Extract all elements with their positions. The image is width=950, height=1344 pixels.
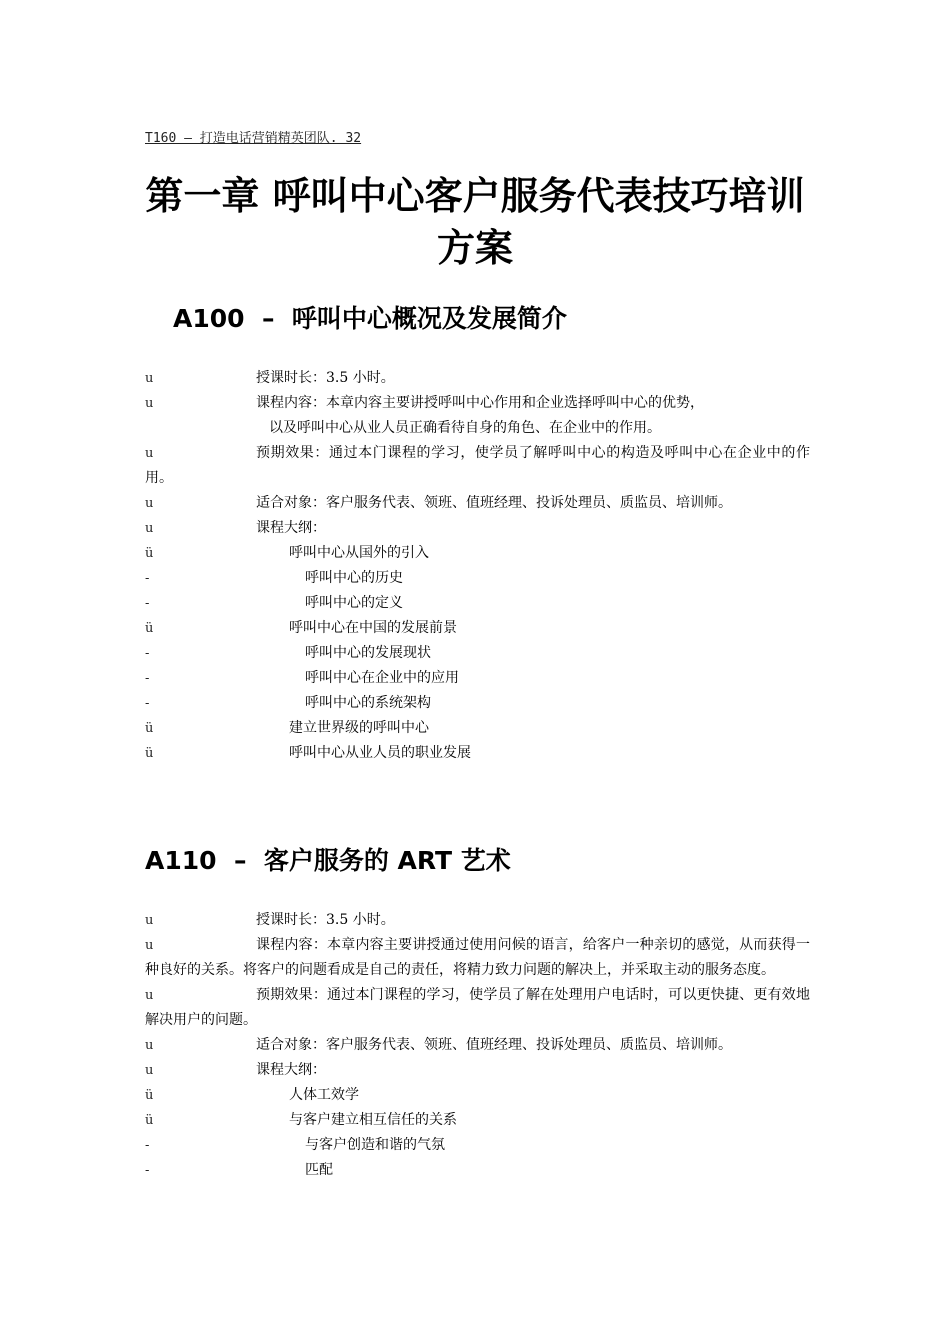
list-item-text: 预期效果：通过本门课程的学习，使学员了解呼叫中心的构造及呼叫中心在企业中的作用。 <box>145 445 810 486</box>
list-item <box>145 983 810 1033</box>
list-item-text: 呼叫中心的系统架构 <box>305 695 431 711</box>
list-item-text: 课程大纲： <box>256 520 326 536</box>
bullet-marker: - <box>145 571 150 586</box>
list-item-text: 呼叫中心在中国的发展前景 <box>289 620 457 636</box>
list-item-text: 呼叫中心从业人员的职业发展 <box>289 745 471 761</box>
list-item <box>145 491 810 516</box>
bullet-marker: u <box>145 1038 154 1053</box>
bullet-marker: u <box>145 396 154 411</box>
list-item-text: 课程大纲： <box>256 1062 326 1078</box>
list-item-text: 呼叫中心在企业中的应用 <box>305 670 459 686</box>
list-item-text: 建立世界级的呼叫中心 <box>289 720 429 736</box>
bullet-marker: ü <box>145 1113 154 1128</box>
list-item <box>145 666 810 691</box>
list-item-text: 与客户创造和谐的气氛 <box>305 1137 445 1153</box>
list-item-text: 人体工效学 <box>289 1087 359 1103</box>
bullet-marker: - <box>145 671 150 686</box>
list-item-text: 预期效果：通过本门课程的学习，使学员了解在处理用户电话时，可以更快捷、更有效地解决用户的问题。 <box>145 987 810 1028</box>
list-item <box>145 641 810 666</box>
list-item <box>145 1158 810 1183</box>
list-item <box>145 541 810 566</box>
list-item <box>145 1058 810 1083</box>
list-item <box>145 416 810 441</box>
list-item-text: 以及呼叫中心从业人员正确看待自身的角色、在企业中的作用。 <box>269 420 661 436</box>
list-item <box>145 391 810 416</box>
bullet-marker: - <box>145 596 150 611</box>
list-item <box>145 933 810 983</box>
bullet-marker: ü <box>145 1088 154 1103</box>
section-heading-a110: A110 – 客户服务的 ART 艺术 <box>145 846 511 875</box>
list-item <box>145 1083 810 1108</box>
list-item-text: 呼叫中心的发展现状 <box>305 645 431 661</box>
list-item <box>145 908 810 933</box>
list-item <box>145 616 810 641</box>
list-item <box>145 516 810 541</box>
section-a110-content <box>145 908 810 1183</box>
bullet-marker: ü <box>145 546 154 561</box>
bullet-marker: u <box>145 446 154 461</box>
list-item-text: 适合对象：客户服务代表、领班、值班经理、投诉处理员、质监员、培训师。 <box>256 495 732 511</box>
bullet-marker: - <box>145 1163 150 1178</box>
bullet-marker: u <box>145 496 154 511</box>
bullet-marker: u <box>145 988 154 1003</box>
list-item <box>145 716 810 741</box>
list-item-text: 呼叫中心的定义 <box>305 595 403 611</box>
list-item-text: 与客户建立相互信任的关系 <box>289 1112 457 1128</box>
bullet-marker: ü <box>145 721 154 736</box>
list-item-text: 课程内容：本章内容主要讲授呼叫中心作用和企业选择呼叫中心的优势， <box>256 395 704 411</box>
list-item-text: 适合对象：客户服务代表、领班、值班经理、投诉处理员、质监员、培训师。 <box>256 1037 732 1053</box>
list-item <box>145 1108 810 1133</box>
section-heading-a100: A100 – 呼叫中心概况及发展简介 <box>173 304 567 333</box>
bullet-marker: u <box>145 521 154 536</box>
bullet-marker: u <box>145 913 154 928</box>
section-a100-content <box>145 366 810 766</box>
chapter-title: 第一章 呼叫中心客户服务代表技巧培训方案 <box>145 174 805 270</box>
list-item-text: 呼叫中心的历史 <box>305 570 403 586</box>
list-item-text: 课程内容：本章内容主要讲授通过使用问候的语言，给客户一种亲切的感觉，从而获得一种良好的关系。将客户的问题看成是自己的责任，将精力致力问题的解决上，并采取主动的服务态度。 <box>145 937 810 978</box>
bullet-marker: u <box>145 1063 154 1078</box>
bullet-marker: - <box>145 696 150 711</box>
list-item <box>145 1133 810 1158</box>
list-item <box>145 741 810 766</box>
list-item <box>145 566 810 591</box>
list-item <box>145 591 810 616</box>
list-item <box>145 691 810 716</box>
list-item-text: 匹配 <box>305 1162 333 1178</box>
list-item <box>145 366 810 391</box>
toc-link[interactable]: T160 – 打造电话营销精英团队. 32 <box>145 131 362 146</box>
list-item-text: 授课时长：3.5 小时。 <box>256 370 395 386</box>
list-item-text: 呼叫中心从国外的引入 <box>289 545 429 561</box>
bullet-marker: u <box>145 371 154 386</box>
bullet-marker: - <box>145 646 150 661</box>
list-item <box>145 1033 810 1058</box>
bullet-marker: ü <box>145 621 154 636</box>
list-item <box>145 441 810 491</box>
bullet-marker: ü <box>145 746 154 761</box>
list-item-text: 授课时长：3.5 小时。 <box>256 912 395 928</box>
bullet-marker: u <box>145 938 154 953</box>
bullet-marker: - <box>145 1138 150 1153</box>
